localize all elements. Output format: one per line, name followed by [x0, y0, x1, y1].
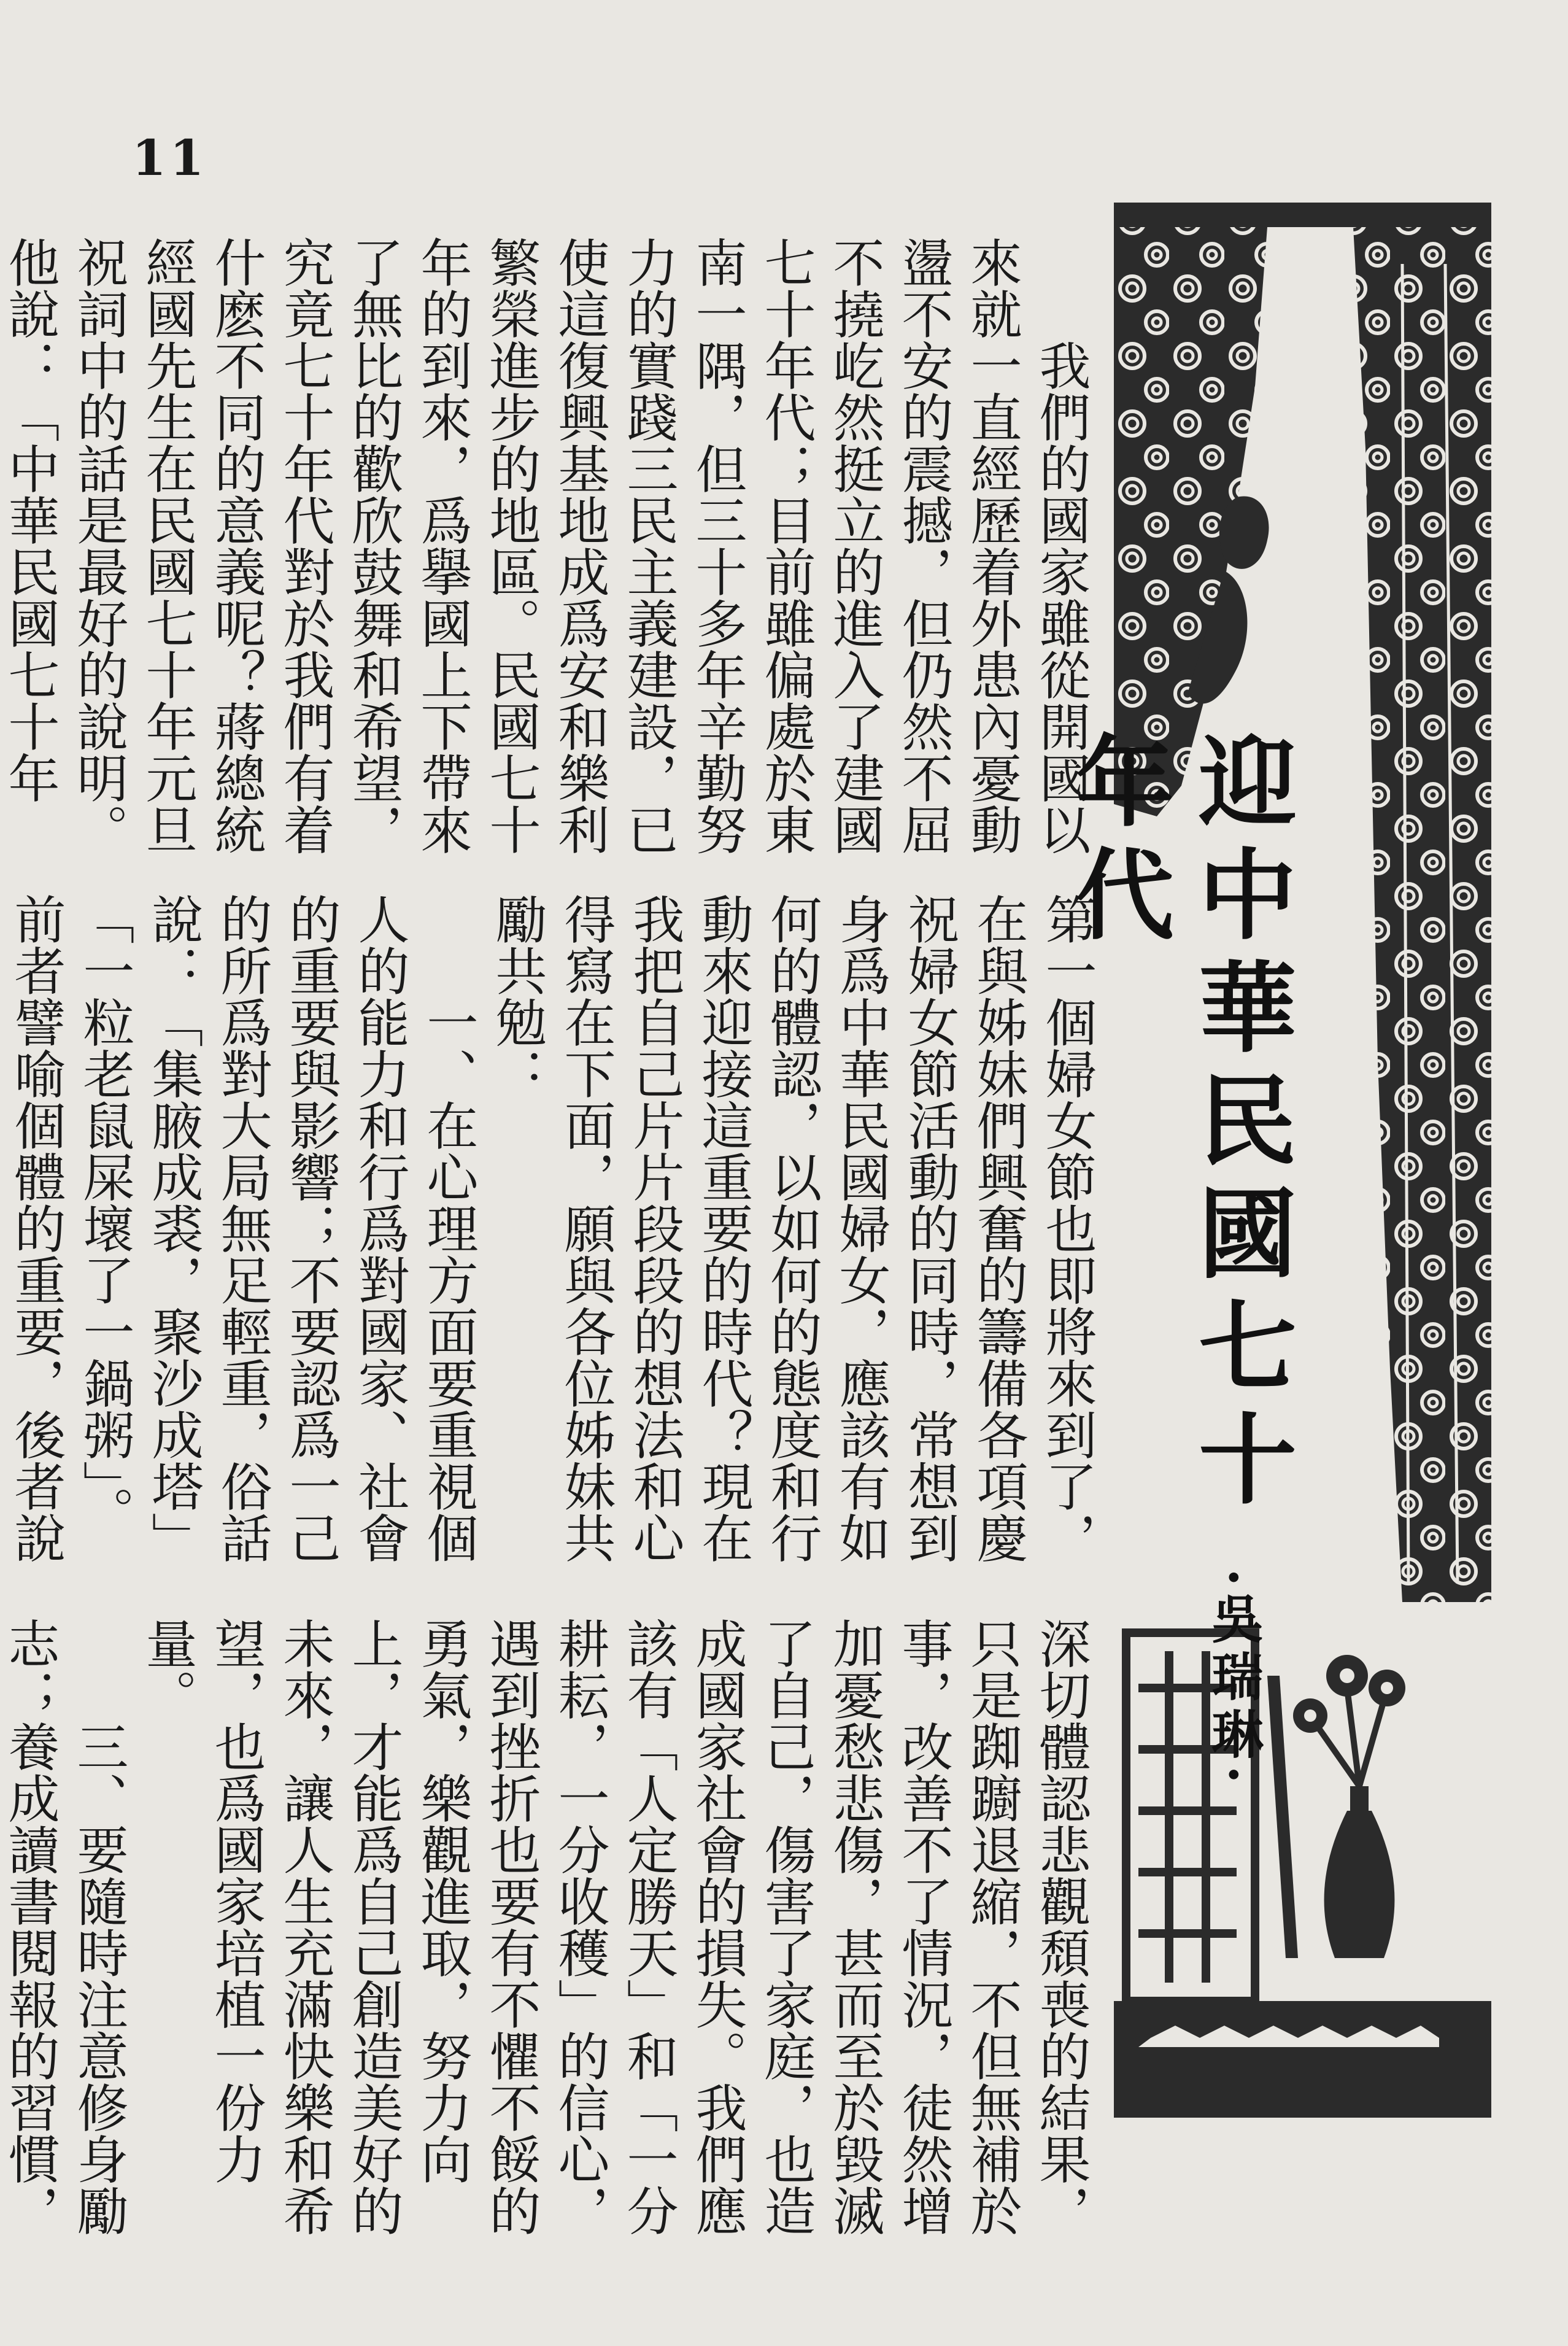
paragraph: 一、在心理方面要重視個人的能力和行爲對國家、社會的重要與影響；不要認爲一己的所爲對大局無足輕重，俗話說：「集腋成裘，聚沙成塔」「一粒老鼠屎壞了一鍋粥」。前者譬喻個體的重要，後者說 — [6, 893, 479, 1563]
article-title: 迎中華民國七十年代 — [1059, 730, 1297, 1521]
paragraph: 第一個婦女節也即將來到了，在與姊妹們興奮的籌備各項慶祝婦女節活動的同時，常想到身爲中華民國婦女，應該有如何的體認，以如何的態度和行動來迎接這重要的時代？現在我把自己片片段段的想法和心得寫在下面，願與各位姊妹共勵共勉： — [487, 893, 1097, 1563]
page-number: 11 — [132, 129, 208, 187]
article-author: ·吳瑞琳· — [1203, 1568, 1264, 1790]
article-text-upper — [0, 236, 1095, 856]
curtain-woodcut-illustration — [1059, 203, 1491, 2240]
paragraph: 深切體認悲觀頹喪的結果，只是踟躕退縮，不但無補於事，改善不了情況，徒然增加憂愁悲傷，甚而至於毀滅了自己，傷害了家庭，也造成國家社會的損失。我們應該有「人定勝天」和「一分耕耘，一分收穫」的信心，遇到挫折也要有不懼不餒的勇氣，樂觀進取，努力向上，才能爲自己創造美好的未來，讓人生充滿快樂和希望，也爲國家培植一份力量。 — [137, 1617, 1091, 2236]
article-text-middle — [6, 893, 1102, 1568]
article-text-lower — [0, 1617, 1095, 2250]
paragraph: 我們的國家雖從開國以來就一直經歷着外患內憂動盪不安的震撼，但仍然不屈不撓屹然挺立的進入了建國七十年代；目前雖偏處於東南一隅，但三十多年辛勤努力的實踐三民主義建設，已使這復興基地成爲安和樂利繁榮進步的地區。民國七十年的到來，爲擧國上下帶來了無比的歡欣鼓舞和希望，究竟七十年代對於我們有着什麽不同的意義呢？蔣總統經國先生在民國七十年元旦祝詞中的話是最好的說明。他說：「中華民國七十年 — [0, 236, 1091, 855]
paragraph: 三、要隨時注意修身勵志；養成讀書閱報的習慣， — [0, 1617, 129, 2236]
